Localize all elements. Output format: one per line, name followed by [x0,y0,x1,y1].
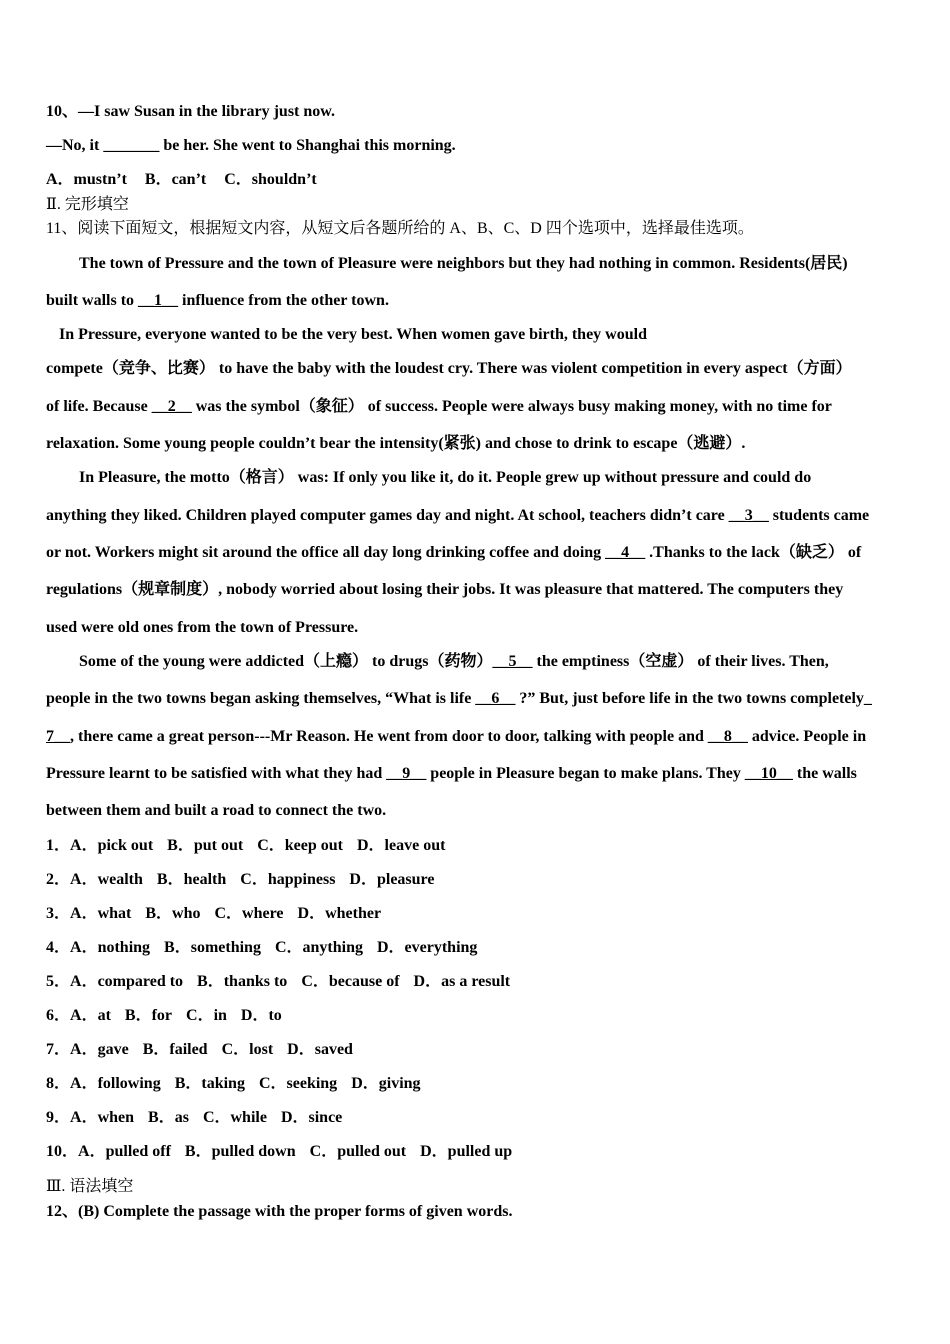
choice-option: B．something [164,939,261,956]
choice-option: C．keep out [257,837,343,854]
passage-p2-line4: relaxation. Some young people couldn’t bear the intensity(紧张) and chose to drink to escape（逃避）. [46,435,746,452]
blank-3: __3__ [728,507,769,524]
choice-number: 7． [46,1041,71,1058]
choice-option: D．saved [287,1041,353,1058]
passage-p4-line3 [46,727,866,747]
passage-p3-line3 [46,543,861,563]
passage-text: Some of the young were addicted（上瘾） to drugs（药物） [79,653,493,670]
passage-text: .Thanks to the lack（缺乏） of [645,544,862,561]
q12-stem: 12、(B) Complete the passage with the proper forms of given words. [46,1203,513,1220]
passage-text: built walls to [46,292,139,309]
choice-row-8 [46,1074,421,1094]
passage-p3-line2 [46,506,869,526]
choice-number: 4． [46,939,71,956]
blank-9: __9__ [386,765,427,782]
q10-option-a: A．mustn’t [46,171,127,188]
choice-row-1 [46,836,445,856]
blank-8: __8__ [707,728,748,745]
choice-row-9 [46,1108,342,1128]
choice-number: 3． [46,905,71,922]
choice-number: 5． [46,973,71,990]
passage-text: Pressure learnt to be satisfied with what they had [46,765,387,782]
q10-blank: _______ [103,137,160,154]
blank-4: __4__ [605,544,646,561]
passage-text: anything they liked. Children played computer games day and night. At school, teachers didn’t care [46,507,729,524]
choice-option: A．nothing [70,939,151,956]
passage-text: , there came a great person---Mr Reason. He went from door to door, talking with people and [70,728,708,745]
choice-number: 1． [46,837,71,854]
choice-number: 9． [46,1109,71,1126]
choice-option: B．put out [167,837,244,854]
blank-10: __10__ [744,765,793,782]
passage-p2-line3 [46,397,832,417]
choice-option: A．pulled off [78,1143,171,1160]
section-2-title: Ⅱ. 完形填空 [46,196,129,213]
q10-reply [46,136,456,156]
choice-option: A．pick out [70,837,154,854]
choice-number: 8． [46,1075,71,1092]
choice-option: D．as a result [413,973,511,990]
q10-option-c: C．shouldn’t [224,171,317,188]
choice-option: A．what [70,905,132,922]
passage-text: _ [863,690,872,707]
passage-text: of life. Because [46,398,152,415]
q10-stem: 10、—I saw Susan in the library just now. [46,103,335,120]
choice-option: B．as [148,1109,189,1126]
choice-option: C．seeking [258,1075,338,1092]
choice-number: 6． [46,1007,71,1024]
passage-p4-line4 [46,764,857,784]
choice-row-3 [46,904,381,924]
choice-row-6 [46,1006,282,1026]
choice-option: B．health [156,871,227,888]
section-3-title: Ⅲ. 语法填空 [46,1178,134,1195]
choice-option: A．when [70,1109,135,1126]
choice-option: D．giving [351,1075,421,1092]
blank-5: __5__ [492,653,533,670]
choice-option: A．wealth [70,871,143,888]
choice-option: C．pulled out [309,1143,407,1160]
passage-p4-line1 [46,652,829,672]
passage-p3-line5: used were old ones from the town of Pressure. [46,619,359,636]
blank-6: __6__ [475,690,516,707]
choice-row-7 [46,1040,353,1060]
q11-instruction: 11、阅读下面短文，根据短文内容，从短文后各题所给的 A、B、C、D 四个选项中，选择最佳选项。 [46,220,754,237]
blank-7: 7__ [46,728,70,745]
passage-p2-line1: In Pressure, everyone wanted to be the very best. When women gave birth, they would [59,326,647,343]
choice-option: D．to [240,1007,282,1024]
passage-text: people in Pleasure began to make plans. They [426,765,745,782]
choice-row-2 [46,870,434,890]
passage-p4-line5: between them and built a road to connect the two. [46,802,387,819]
choice-option: B．thanks to [197,973,288,990]
choice-row-5 [46,972,510,992]
passage-text: students came [768,507,870,524]
passage-text: influence from the other town. [178,292,389,309]
passage-text: ?” But, just before life in the two towns completely [515,690,864,707]
choice-option: D．pleasure [349,871,435,888]
choice-number: 2． [46,871,71,888]
blank-2: __2__ [151,398,192,415]
q10-reply-a: —No, it [46,137,104,154]
passage-text: people in the two towns began asking themselves, “What is life [46,690,476,707]
passage-p4-line2 [46,689,872,709]
choice-option: A．following [70,1075,161,1092]
choice-option: B．taking [174,1075,245,1092]
choice-option: C．while [202,1109,267,1126]
choice-option: C．because of [301,973,400,990]
passage-p1-line1: The town of Pressure and the town of Pleasure were neighbors but they had nothing in common. Residents(居民) [79,255,848,272]
choice-row-4 [46,938,477,958]
choice-option: D．pulled up [420,1143,513,1160]
choice-option: C．anything [274,939,363,956]
choice-option: C．where [214,905,284,922]
choice-option: B．for [124,1007,173,1024]
q10-option-b: B．can’t [144,171,207,188]
choice-option: B．pulled down [184,1143,296,1160]
choice-option: C．lost [221,1041,274,1058]
passage-text: advice. People in [747,728,867,745]
choice-option: B．failed [142,1041,208,1058]
q10-reply-b: be her. She went to Shanghai this morning. [159,137,456,154]
choice-option: D．whether [297,905,382,922]
blank-1: __1__ [138,292,179,309]
choice-option: B．who [145,905,201,922]
choice-option: C．happiness [240,871,336,888]
choice-row-10 [46,1142,512,1162]
passage-p1-line2 [46,291,389,311]
choice-number: 10． [46,1143,79,1160]
choice-option: D．leave out [356,837,446,854]
passage-text: was the symbol（象征） of success. People were always busy making money, with no time for [191,398,832,415]
passage-p2-line2: compete（竞争、比赛） to have the baby with the loudest cry. There was violent competition in every aspect（方面） [46,360,852,377]
passage-text: the walls [792,765,857,782]
choice-option: C．in [186,1007,227,1024]
choice-option: D．everything [376,939,478,956]
choice-option: A．at [70,1007,111,1024]
passage-text: or not. Workers might sit around the office all day long drinking coffee and doing [46,544,606,561]
passage-text: the emptiness（空虚） of their lives. Then, [532,653,829,670]
choice-option: A．gave [70,1041,129,1058]
passage-p3-line1: In Pleasure, the motto（格言） was: If only you like it, do it. People grew up without pressure and could do [79,469,812,486]
choice-option: A．compared to [70,973,184,990]
choice-option: D．since [280,1109,343,1126]
q10-options [46,170,317,190]
passage-p3-line4: regulations（规章制度）, nobody worried about losing their jobs. It was pleasure that mattered. The computers they [46,581,844,598]
